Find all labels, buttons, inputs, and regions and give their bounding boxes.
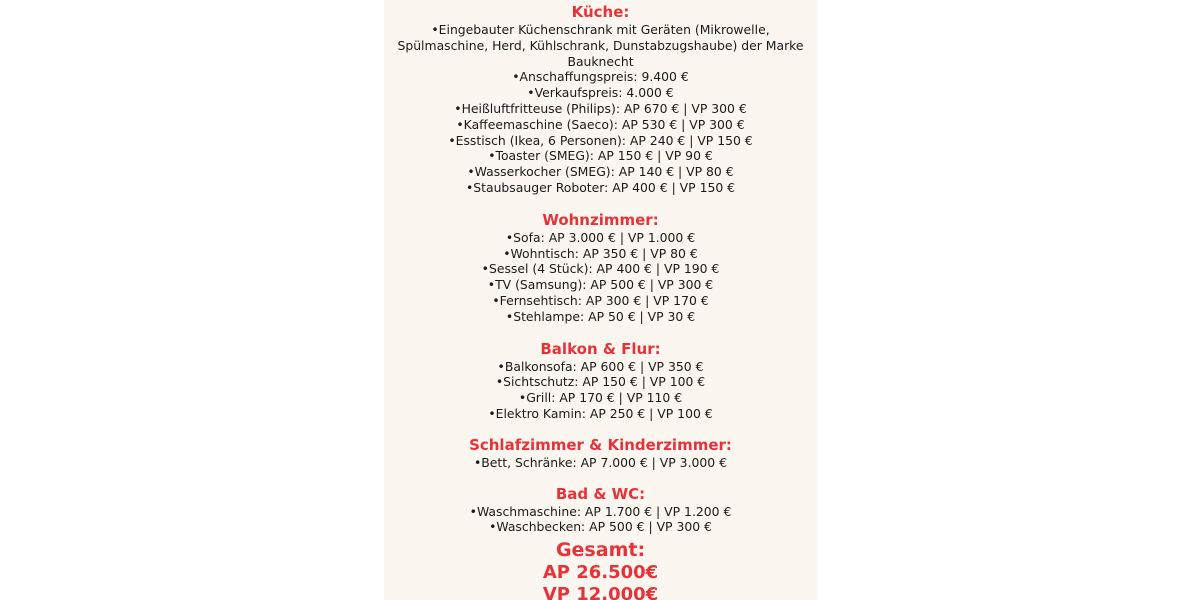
list-item: •Bett, Schränke: AP 7.000 € | VP 3.000 € <box>474 454 727 470</box>
list-item: •Sichtschutz: AP 150 € | VP 100 € <box>495 374 706 390</box>
list-item: •Elektro Kamin: AP 250 € | VP 100 € <box>488 405 713 421</box>
list-item: •Esstisch (Ikea, 6 Personen): AP 240 € | VP 150 € <box>448 132 753 148</box>
list-item: •Anschaffungspreis: 9.400 € <box>512 69 689 85</box>
list-item: •TV (Samsung): AP 500 € | VP 300 € <box>487 277 714 293</box>
section-bad-wc <box>384 485 817 536</box>
list-item: •Staubsauger Roboter: AP 400 € | VP 150 € <box>465 179 736 195</box>
section-heading-schlafzimmer: Schlafzimmer & Kinderzimmer: <box>469 435 732 454</box>
section-heading-wohnzimmer: Wohnzimmer: <box>542 210 659 229</box>
total-vp-value: VP 12.000€ <box>542 584 659 600</box>
list-item: •Stehlampe: AP 50 € | VP 30 € <box>505 308 696 324</box>
list-item: •Grill: AP 170 € | VP 110 € <box>518 390 683 406</box>
list-item: •Kaffeemaschine (Saeco): AP 530 € | VP 300 € <box>456 116 745 132</box>
list-item: •Sofa: AP 3.000 € | VP 1.000 € <box>505 229 696 245</box>
list-item: •Balkonsofa: AP 600 € | VP 350 € <box>497 358 704 374</box>
list-item: •Fernsehtisch: AP 300 € | VP 170 € <box>492 292 709 308</box>
list-item: •Verkaufspreis: 4.000 € <box>527 85 674 101</box>
section-heading-balkon-flur: Balkon & Flur: <box>540 339 661 358</box>
price-list-panel <box>384 0 817 600</box>
list-item: •Heißluftfritteuse (Philips): AP 670 € | VP 300 € <box>454 100 747 116</box>
list-item: •Toaster (SMEG): AP 150 € | VP 90 € <box>488 148 713 164</box>
list-item: •Wohntisch: AP 350 € | VP 80 € <box>503 245 698 261</box>
total-heading: Gesamt: <box>555 539 646 562</box>
section-heading-bad-wc: Bad & WC: <box>555 484 646 503</box>
total-block <box>384 539 817 600</box>
section-kueche <box>384 0 817 196</box>
list-item: •Wasserkocher (SMEG): AP 140 € | VP 80 € <box>467 164 734 180</box>
section-balkon-flur <box>384 340 817 422</box>
list-item: •Eingebauter Küchenschrank mit Geräten (Mikrowelle, Spülmaschine, Herd, Kühlschrank, Dunstabzugshaube) der Marke Bauknecht <box>397 22 804 69</box>
section-schlafzimmer <box>384 436 817 471</box>
total-ap-value: AP 26.500€ <box>542 562 659 584</box>
list-item: •Sessel (4 Stück): AP 400 € | VP 190 € <box>481 261 720 277</box>
section-wohnzimmer <box>384 211 817 325</box>
section-heading-kueche: Küche: <box>571 3 630 21</box>
list-item: •Waschmaschine: AP 1.700 € | VP 1.200 € <box>469 503 732 519</box>
list-item: •Waschbecken: AP 500 € | VP 300 € <box>489 519 712 535</box>
